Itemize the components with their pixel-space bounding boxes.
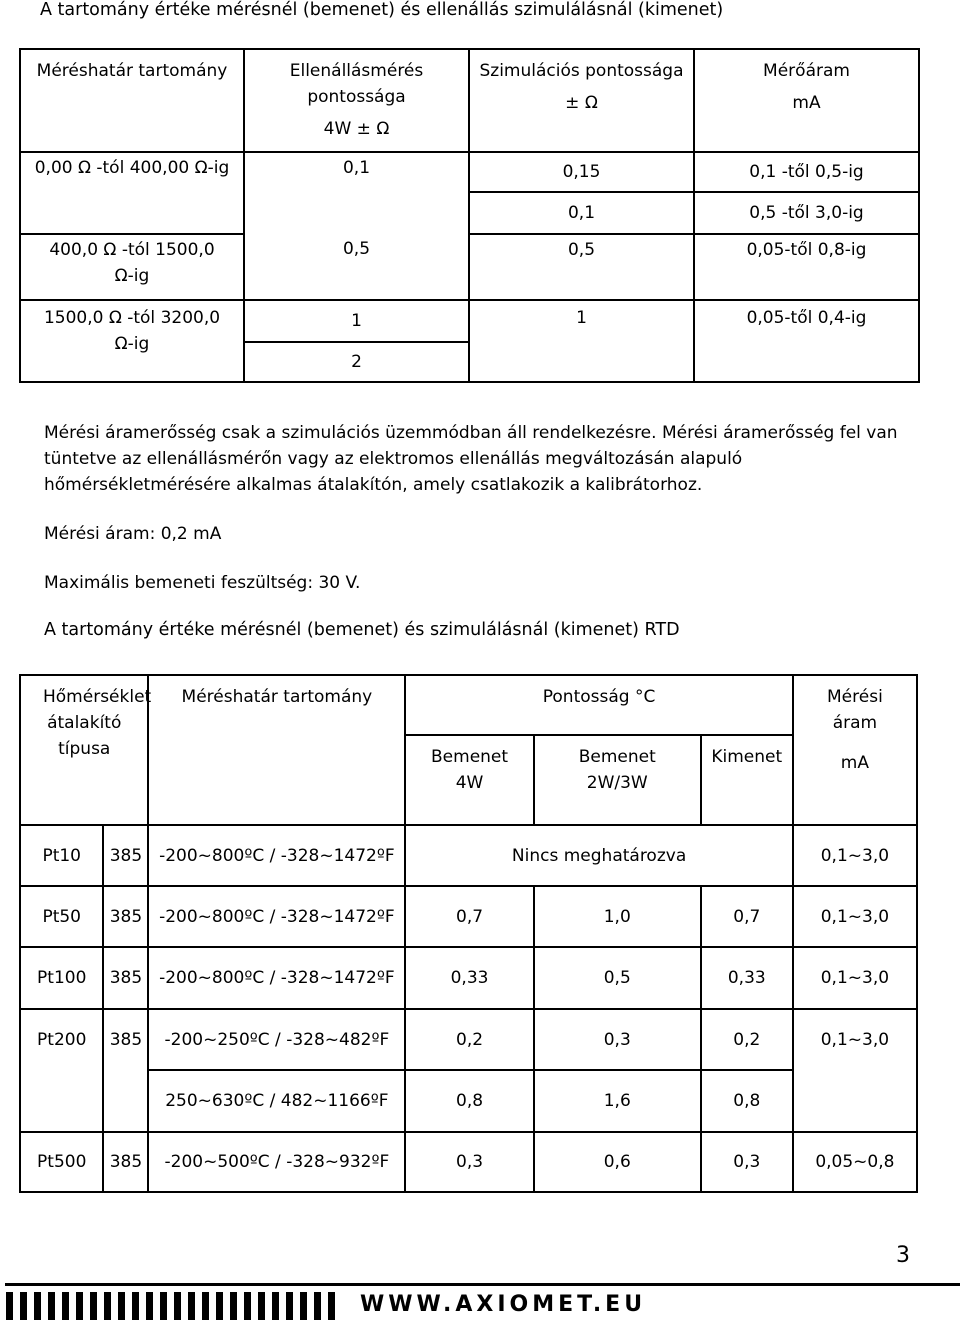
resistance-range-table <box>19 48 920 383</box>
header-out: Kimenet <box>701 735 793 825</box>
type-cell: Pt100 <box>20 947 103 1009</box>
current-cell: 0,1~3,0 <box>793 947 917 1009</box>
section2-title: A tartomány értéke mérésnél (bemenet) és szimulálásnál (kimenet) RTD <box>44 620 680 640</box>
current-cell: 0,1 -től 0,5-ig <box>694 152 919 192</box>
range-cell: 1500,0 Ω -tól 3200,0 Ω-ig <box>20 300 244 382</box>
type-cell: Pt200 <box>20 1009 103 1132</box>
header-in23w: Bemenet 2W/3W <box>534 735 701 825</box>
range-cell: 400,0 Ω -tól 1500,0 Ω-ig <box>20 234 244 300</box>
alpha-cell: 385 <box>103 1009 148 1132</box>
in23w-cell: 0,3 <box>534 1009 701 1070</box>
note-current: Mérési áram: 0,2 mA <box>44 524 222 544</box>
range-cell: 0,00 Ω -tól 400,00 Ω-ig <box>20 152 244 234</box>
sim-cell: 0,5 <box>469 234 694 300</box>
type-cell: Pt500 <box>20 1132 103 1192</box>
in23w-cell: 1,6 <box>534 1070 701 1132</box>
header-current: Mérési áram mA <box>793 675 917 825</box>
header-range: Méréshatár tartomány <box>20 49 244 152</box>
website-link[interactable]: WWW.AXIOMET.EU <box>360 1292 647 1317</box>
in4w-cell: 0,3 <box>405 1132 533 1192</box>
header-current: Mérőáram mA <box>694 49 919 152</box>
note-voltage: Maximális bemeneti feszültség: 30 V. <box>44 573 361 593</box>
in23w-cell: 0,5 <box>534 947 701 1009</box>
alpha-cell: 385 <box>103 1132 148 1192</box>
footer-divider <box>5 1283 960 1286</box>
header-accuracy: Pontosság °C <box>405 675 792 735</box>
in23w-cell: 1,0 <box>534 886 701 947</box>
alpha-cell: 385 <box>103 886 148 947</box>
current-cell: 0,5 -től 3,0-ig <box>694 192 919 234</box>
range-cell: 250~630ºC / 482~1166ºF <box>148 1070 405 1132</box>
current-cell: 0,1~3,0 <box>793 825 917 886</box>
current-cell: 0,05-től 0,8-ig <box>694 234 919 300</box>
out-cell: 0,8 <box>701 1070 793 1132</box>
range-cell: -200~800ºC / -328~1472ºF <box>148 886 405 947</box>
alpha-cell: 385 <box>103 947 148 1009</box>
section1-title: A tartomány értéke mérésnél (bemenet) és ellenállás szimulálásnál (kimenet) <box>40 0 724 20</box>
in4w-cell: 0,8 <box>405 1070 533 1132</box>
in4w-cell: 0,2 <box>405 1009 533 1070</box>
rtd-table <box>19 674 918 1193</box>
current-cell: 0,05~0,8 <box>793 1132 917 1192</box>
range-cell: -200~800ºC / -328~1472ºF <box>148 825 405 886</box>
page-number: 3 <box>896 1243 910 1268</box>
header-in4w: Bemenet 4W <box>405 735 533 825</box>
barcode-decoration <box>6 1292 342 1320</box>
out-cell: 0,2 <box>701 1009 793 1070</box>
range-cell: -200~800ºC / -328~1472ºF <box>148 947 405 1009</box>
accuracy-cell: 0,5 <box>244 234 469 300</box>
sim-cell: 1 <box>469 300 694 382</box>
accuracy-merged-cell: Nincs meghatározva <box>405 825 792 886</box>
type-cell: Pt50 <box>20 886 103 947</box>
type-cell: Pt10 <box>20 825 103 886</box>
current-cell: 0,1~3,0 <box>793 1009 917 1132</box>
out-cell: 0,7 <box>701 886 793 947</box>
sim-cell: 0,1 <box>469 192 694 234</box>
in23w-cell: 0,6 <box>534 1132 701 1192</box>
current-cell: 0,05-től 0,4-ig <box>694 300 919 382</box>
accuracy-cell: 1 <box>244 300 469 342</box>
out-cell: 0,3 <box>701 1132 793 1192</box>
accuracy-cell: 0,1 <box>244 152 469 234</box>
header-accuracy: Ellenállásmérés pontossága 4W ± Ω <box>244 49 469 152</box>
range-cell: -200~500ºC / -328~932ºF <box>148 1132 405 1192</box>
in4w-cell: 0,33 <box>405 947 533 1009</box>
range-cell: -200~250ºC / -328~482ºF <box>148 1009 405 1070</box>
header-type: Hőmérséklet átalakító típusa <box>20 675 148 825</box>
header-range: Méréshatár tartomány <box>148 675 405 825</box>
current-cell: 0,1~3,0 <box>793 886 917 947</box>
alpha-cell: 385 <box>103 825 148 886</box>
note-paragraph: Mérési áramerősség csak a szimulációs üzemmódban áll rendelkezésre. Mérési áramerősség fel van tüntetve az ellenállásmérőn vagy az elektromos ellenállás megváltozásán alapuló hőmérsékletmérésére alkalmas átalakítón, amely csatlakozik a kalibrátorhoz. <box>44 423 898 495</box>
accuracy-cell: 2 <box>244 342 469 382</box>
sim-cell: 0,15 <box>469 152 694 192</box>
header-sim: Szimulációs pontossága ± Ω <box>469 49 694 152</box>
out-cell: 0,33 <box>701 947 793 1009</box>
in4w-cell: 0,7 <box>405 886 533 947</box>
